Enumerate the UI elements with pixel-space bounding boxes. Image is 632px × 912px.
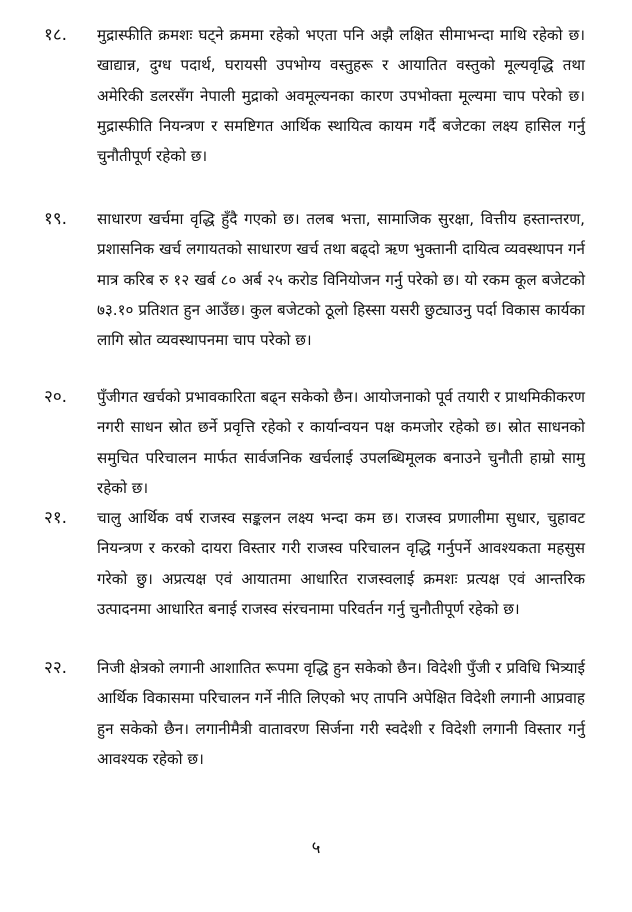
- paragraph-number: १९.: [44, 209, 68, 229]
- paragraph-number: २१.: [44, 508, 68, 528]
- paragraph-text: पुँजीगत खर्चको प्रभावकारिता बढ्न सकेको छैन। आयोजनाको पूर्व तयारी र प्राथमिकीकरण नगरी साधन स्रोत छर्ने प्रवृत्ति रहेको र कार्यान्वयन पक्ष कमजोर रहेको छ। स्रोत साधनको समुचित परिचालन मार्फत सार्वजनिक खर्चलाई उपलब्धिमूलक बनाउने चुनौती हाम्रो सामु रहेको छ।: [97, 388, 585, 497]
- paragraph-text: निजी क्षेत्रको लगानी आशातित रूपमा वृद्धि हुन सकेको छैन। विदेशी पुँजी र प्रविधि भित्र्याई आर्थिक विकासमा परिचालन गर्ने नीति लिएको भए तापनि अपेक्षित विदेशी लगानी आप्रवाह हुन सकेको छैन। लगानीमैत्री वातावरण सिर्जना गरी स्वदेशी र विदेशी लगानी विस्तार गर्नु आवश्यक रहेको छ।: [97, 659, 585, 768]
- paragraph-text: मुद्रास्फीति क्रमशः घट्ने क्रममा रहेको भएता पनि अझै लक्षित सीमाभन्दा माथि रहेको छ। खाद्यान्न, दुग्ध पदार्थ, घरायसी उपभोग्य वस्तुहरू र आयातित वस्तुको मूल्यवृद्धि तथा अमेरिकी डलरसँग नेपाली मुद्राको अवमूल्यनका कारण उपभोक्ता मूल्यमा चाप परेको छ। मुद्रास्फीति नियन्त्रण र समष्टिगत आर्थिक स्थायित्व कायम गर्दै बजेटका लक्ष्य हासिल गर्नु चुनौतीपूर्ण रहेको छ।: [97, 26, 585, 166]
- paragraph-text: साधारण खर्चमा वृद्धि हुँदै गएको छ। तलब भत्ता, सामाजिक सुरक्षा, वित्तीय हस्तान्तरण, प्रशासनिक खर्च लगायतको साधारण खर्च तथा बढ्दो ऋण भुक्तानी दायित्व व्यवस्थापन गर्न मात्र करिब रु १२ खर्ब ८० अर्ब २५ करोड विनियोजन गर्नु परेको छ। यो रकम कूल बजेटको ७३.१० प्रतिशत हुन आउँछ। कुल बजेटको ठूलो हिस्सा यसरी छुट्याउनु पर्दा विकास कार्यका लागि स्रोत व्यवस्थापनमा चाप परेको छ।: [97, 210, 585, 350]
- page-number: ५: [311, 838, 321, 858]
- paragraph-number: २०.: [44, 387, 68, 407]
- paragraph-text: चालु आर्थिक वर्ष राजस्व सङ्कलन लक्ष्य भन्दा कम छ। राजस्व प्रणालीमा सुधार, चुहावट नियन्त्रण र करको दायरा विस्तार गरी राजस्व परिचालन वृद्धि गर्नुपर्ने आवश्यकता महसुस गरेको छु। अप्रत्यक्ष एवं आयातमा आधारित राजस्वलाई क्रमशः प्रत्यक्ष एवं आन्तरिक उत्पादनमा आधारित बनाई राजस्व संरचनामा परिवर्तन गर्नु चुनौतीपूर्ण रहेको छ।: [97, 509, 585, 618]
- paragraph-number: २२.: [44, 658, 68, 678]
- paragraph-number: १८.: [44, 25, 68, 45]
